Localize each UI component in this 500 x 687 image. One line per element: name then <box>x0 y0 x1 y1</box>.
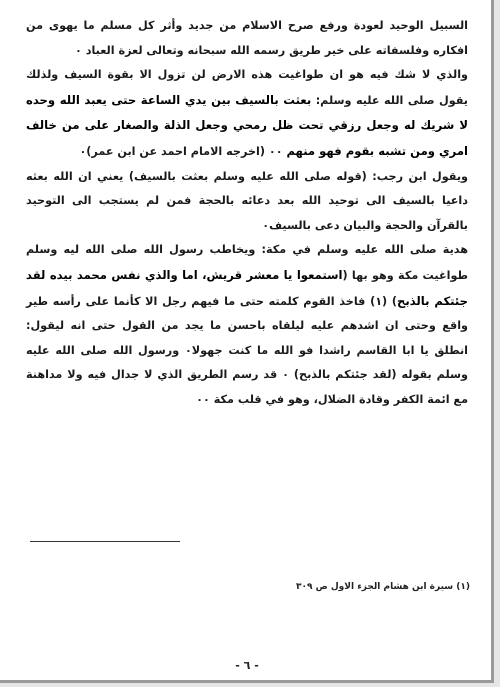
text-segment: والذي لا شك فيه هو ان طواغيت هذه الارض لن تزول الا بقوة السيف ولذلك يقول صلى الله عليه وسلم: <box>26 68 468 107</box>
paragraph <box>26 165 468 239</box>
text-segment: هدية صلى الله عليه وسلم في مكة: ويخاطب رسول الله صلى الله ليه وسلم طواغيت مكة وهو بها ( <box>26 243 468 282</box>
text-segment: السبيل الوحيد لعودة ورفع صرح الاسلام من جديد وأثر كل مسلم ما يهوى من افكاره وفلسفاته على خير طريق رسمه الله سبحانه وتعالى لعزة العباد ٠ <box>26 19 468 57</box>
footnote: (١) سيرة ابن هشام الجزء الاول ص ٣٠٩ <box>296 582 470 592</box>
page-number: - ٦ - <box>235 659 259 672</box>
paragraph <box>26 14 468 63</box>
text-segment: ) (١) فاخذ القوم كلمته حتى ما فيهم رجل الا كأنما على رأسه طير واقع وحتى ان اشدهم عليه ليلقاه باحسن ما يجد من القول حتى انه ليقول: انطلق يا ابا القاسم راشدا فو الله ما كنت جهولا٠ ورسول الله صلى الله عليه وسلم بقوله (لقد جئتكم بالذبح) ٠ قد رسم الطريق الذي لا جدال فيه ولا مداهنة مع ائمة الكفر وقادة الضلال، وهو في قلب مكة ٠٠ <box>26 294 469 406</box>
footnote-separator <box>30 541 180 542</box>
text-segment: ٠٠ (اخرجه الامام احمد عن ابن عمر)٠ <box>79 144 287 158</box>
paragraph <box>26 63 468 164</box>
text-segment: ويقول ابن رجب: (قوله صلى الله عليه وسلم بعثت بالسيف) يعني ان الله بعثه داعيا بالسيف الى توحيد الله بعد دعائه بالحجة فمن لم يستجب الى التوحيد بالقرآن والحجة والبيان دعى بالسيف٠ <box>26 169 468 232</box>
body-text <box>26 14 468 413</box>
paragraph <box>26 238 468 412</box>
hadith-quote: استمعوا يا معشر قريش، اما والذي نفس محمد بيده لقد جئتكم بالذبح <box>26 267 469 308</box>
hadith-quote: بعثت بالسيف بين يدي الساعة حتى يعبد الله وحده لا شريك له وجعل رزقي تحت ظل رمحي وجعل الذلة والصغار على من خالف امري ومن تشبه بقوم فهو منهم <box>26 92 468 158</box>
